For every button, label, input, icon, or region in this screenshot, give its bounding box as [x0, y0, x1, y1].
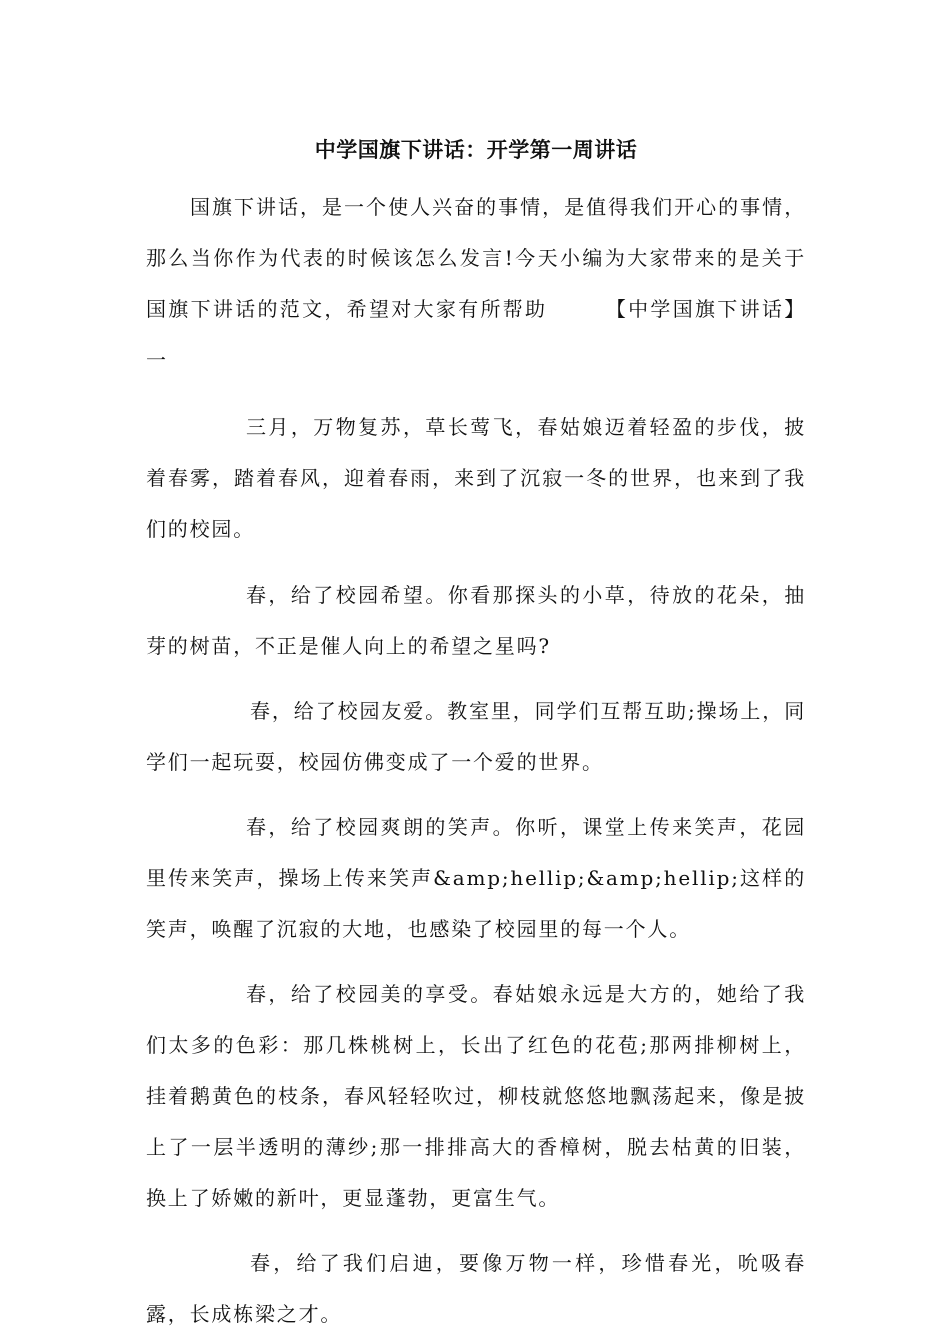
intro-paragraph [146, 182, 806, 386]
document-page [146, 130, 806, 1340]
body-paragraph-4: 春，给了校园爽朗的笑声。你听，课堂上传来笑声，花园里传来笑声，操场上传来笑声&amp;hellip;&amp;hellip;这样的笑声，唤醒了沉寂的大地，也感染了校园里的每一个人。 [146, 815, 806, 941]
body-paragraph-3: 春，给了校园友爱。教室里，同学们互帮互助;操场上，同学们一起玩耍，校园仿佛变成了一个爱的世界。 [146, 699, 806, 774]
body-paragraph-1: 三月，万物复苏，草长莺飞，春姑娘迈着轻盈的步伐，披着春雾，踏着春风，迎着春雨，来到了沉寂一冬的世界，也来到了我们的校园。 [146, 415, 806, 541]
body-paragraph-6: 春，给了我们启迪，要像万物一样，珍惜春光，吮吸春露，长成栋梁之才。 [146, 1251, 806, 1326]
body-paragraph-5: 春，给了校园美的享受。春姑娘永远是大方的，她给了我们太多的色彩：那几株桃树上，长出了红色的花苞;那两排柳树上，挂着鹅黄色的枝条，春风轻轻吹过，柳枝就悠悠地飘荡起来，像是披上了一层半透明的薄纱;那一排排高大的香樟树，脱去枯黄的旧装，换上了娇嫩的新叶，更显蓬勃，更富生气。 [146, 982, 806, 1210]
intro-text: 国旗下讲话，是一个使人兴奋的事情，是值得我们开心的事情，那么当你作为代表的时候该怎么发言!今天小编为大家带来的是关于国旗下讲话的范文，希望对大家有所帮助 [146, 195, 806, 321]
intro-section-heading: 【中学国旗下讲话】一 [146, 297, 806, 372]
body-paragraph-2: 春，给了校园希望。你看那探头的小草，待放的花朵，抽芽的树苗，不正是催人向上的希望之星吗? [146, 583, 806, 658]
document-title: 中学国旗下讲话：开学第一周讲话 [314, 138, 638, 162]
